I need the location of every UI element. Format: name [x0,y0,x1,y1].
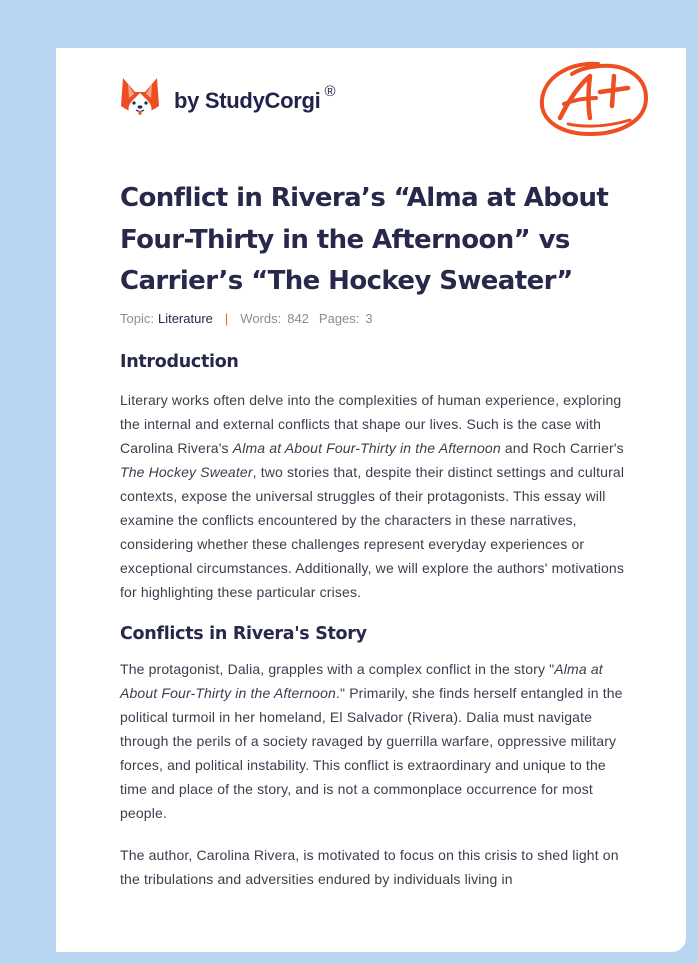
topic-label: Topic: [120,311,154,326]
paragraph-text: , two stories that, despite their distinct settings and cultural contexts, expose the universal struggles of their protagonists. This essay will examine the conflicts encountered by the characters in these narratives, considering whether these challenges represent everyday experiences or exceptional circumstances. Additionally, we will explore the authors' motivations for highlighting these particular crises. [120,464,625,600]
section-heading-conflicts-rivera: Conflicts in Rivera's Story [120,624,367,644]
brand-name [174,83,336,114]
paragraph-text: ." Primarily, she finds herself entangled in the political turmoil in her homeland, El Salvador (Rivera). Dalia must navigate through the perils of a society ravaged by guerrilla warfare, oppressive military forces, and political instability. This conflict is extraordinary and unique to the time and place of the story, and is not a commonplace occurrence for most people. [120,685,623,821]
article-meta [120,311,373,326]
article-body [120,352,632,891]
pages-count: 3 [365,311,373,326]
meta-separator: | [224,311,229,326]
italic-title: Alma at About Four-Thirty in the Afternoon [232,440,501,456]
article-card [56,48,686,952]
section-heading-introduction: Introduction [120,352,239,372]
brand-label: by StudyCorgi [174,88,321,113]
paragraph-text: The author, Carolina Rivera, is motivated to focus on this crisis to shed light on the tribulations and adversities endured by individuals living in [120,847,619,887]
a-plus-grade-icon [538,58,650,140]
paragraph-text: and Roch Carrier's [500,440,624,456]
registered-mark: ® [324,83,336,100]
topic-link[interactable]: Literature [157,311,213,326]
italic-title: Alma at About Four-Thirty in the Afternoon [120,661,603,701]
paragraph-text: The protagonist, Dalia, grapples with a complex conflict in the story " [120,661,555,677]
article-title: Conflict in Rivera’s “Alma at About Four-Thirty in the Afternoon” vs Carrier’s “The Hockey Sweater” [120,183,609,296]
paragraph [120,843,632,891]
italic-title: The Hockey Sweater [120,464,253,480]
brand-header[interactable] [120,76,335,120]
words-count: 842 [287,311,309,326]
paragraph [120,388,632,604]
paragraph-text: Literary works often delve into the complexities of human experience, exploring the internal and external conflicts that shape our lives. Such is the case with Carolina Rivera's [120,392,622,456]
pages-label: Pages: [318,311,360,326]
paragraph [120,657,632,825]
corgi-logo-icon [120,76,160,120]
words-label: Words: [240,311,282,326]
